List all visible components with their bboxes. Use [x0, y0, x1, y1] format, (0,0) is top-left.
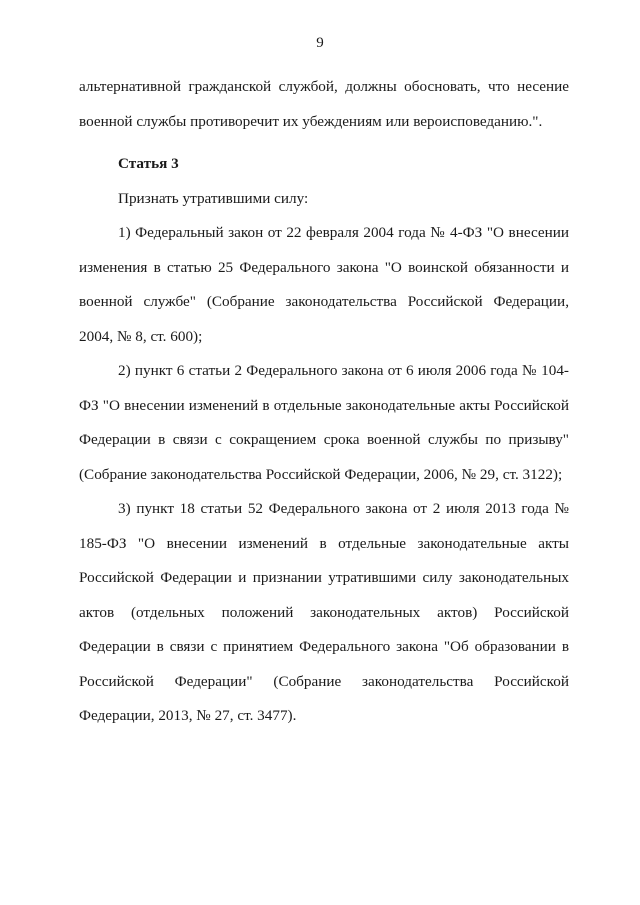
- article-heading: Статья 3: [118, 155, 179, 172]
- intro-paragraph: Признать утратившими силу:: [118, 189, 309, 207]
- repeal-item-3: 3) пункт 18 статьи 52 Федерального закона от 2 июля 2013 года № 185-ФЗ "О внесении изменений в отдельные законодательные акты Российской Федерации и признании утратившими силу законодательных актов (отдельных положений законодательных актов) Российской Федерации в связи с принятием Федерального закона "Об образовании в Российской Федерации" (Собрание законодательства Российской Федерации, 2013, № 27, ст. 3477).: [79, 500, 569, 724]
- page-number: 9: [316, 35, 324, 51]
- repeal-item-2: 2) пункт 6 статьи 2 Федерального закона от 6 июля 2006 года № 104-ФЗ "О внесении изменений в отдельные законодательные акты Российской Федерации в связи с сокращением срока военной службы по призыву" (Собрание законодательства Российской Федерации, 2006, № 29, ст. 3122);: [79, 362, 569, 483]
- document-body: [79, 70, 569, 734]
- repeal-item-1: 1) Федеральный закон от 22 февраля 2004 года № 4-ФЗ "О внесении изменения в статью 25 Федерального закона "О воинской обязанности и военной службе" (Собрание законодательства Российской Федерации, 2004, № 8, ст. 600);: [79, 224, 569, 345]
- continuation-paragraph: альтернативной гражданской службой, должны обосновать, что несение военной службы противоречит их убеждениям или вероисповеданию.".: [79, 78, 569, 130]
